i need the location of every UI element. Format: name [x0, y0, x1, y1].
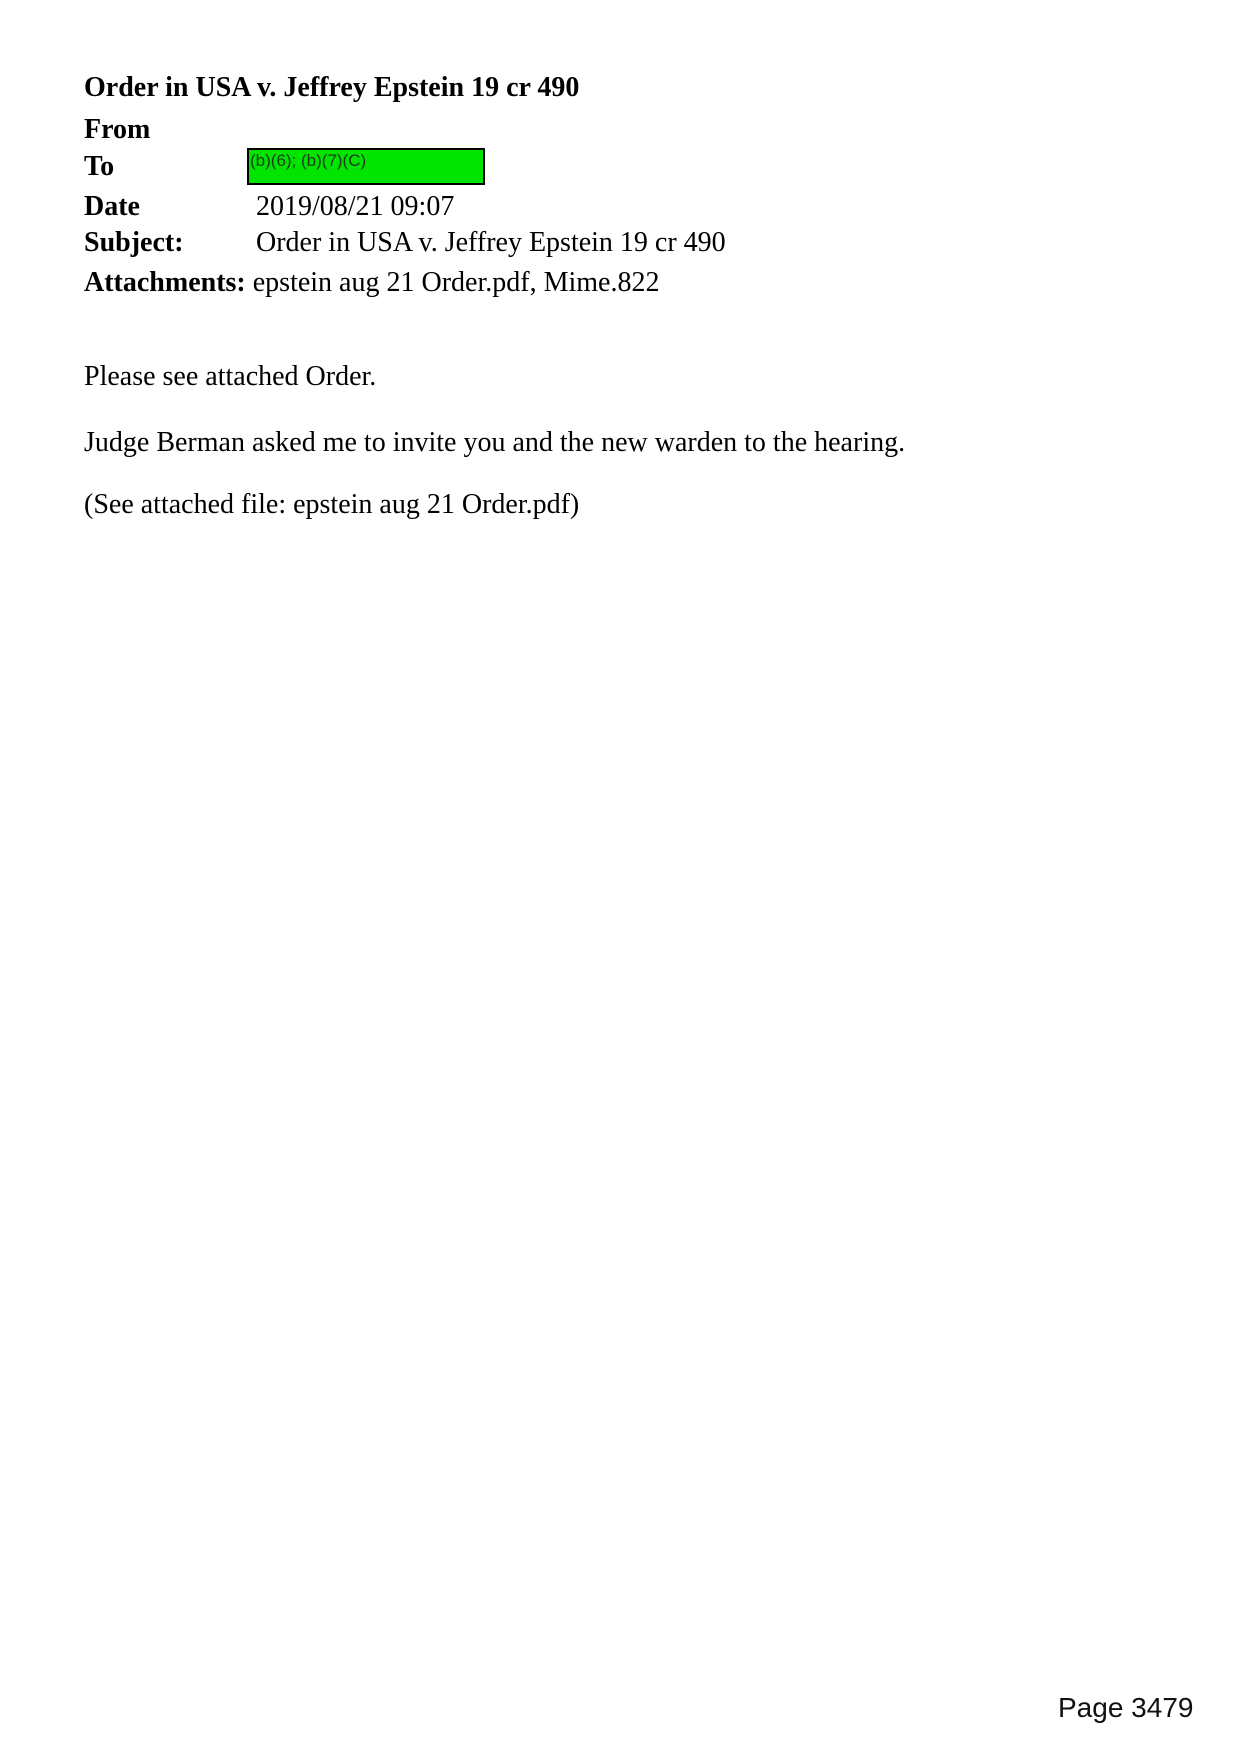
- attachments-value: epstein aug 21 Order.pdf, Mime.822: [252, 267, 660, 298]
- date-label: Date: [84, 191, 140, 222]
- attachments-label: Attachments:: [84, 267, 246, 298]
- to-label: To: [84, 151, 115, 182]
- date-value: 2019/08/21 09:07: [256, 191, 455, 222]
- redaction-exemption-label: (b)(6); (b)(7)(C): [250, 151, 367, 170]
- header-row-subject: [84, 226, 726, 260]
- header-row-attachments: [84, 266, 659, 300]
- header-row-from: [84, 113, 256, 147]
- header-row-to: [84, 150, 256, 184]
- page-number: Page 3479: [1058, 1692, 1194, 1723]
- subject-value: Order in USA v. Jeffrey Epstein 19 cr 490: [256, 227, 726, 258]
- email-title: Order in USA v. Jeffrey Epstein 19 cr 490: [84, 72, 580, 103]
- header-row-date: [84, 190, 454, 224]
- body-paragraph-1: Please see attached Order.: [84, 361, 377, 392]
- body-paragraph-2: Judge Berman asked me to invite you and the new warden to the hearing.: [84, 427, 906, 458]
- body-paragraph-3: (See attached file: epstein aug 21 Order.pdf): [84, 489, 580, 520]
- from-label: From: [84, 114, 151, 145]
- subject-label: Subject:: [84, 227, 184, 258]
- to-redaction-box: [247, 148, 485, 185]
